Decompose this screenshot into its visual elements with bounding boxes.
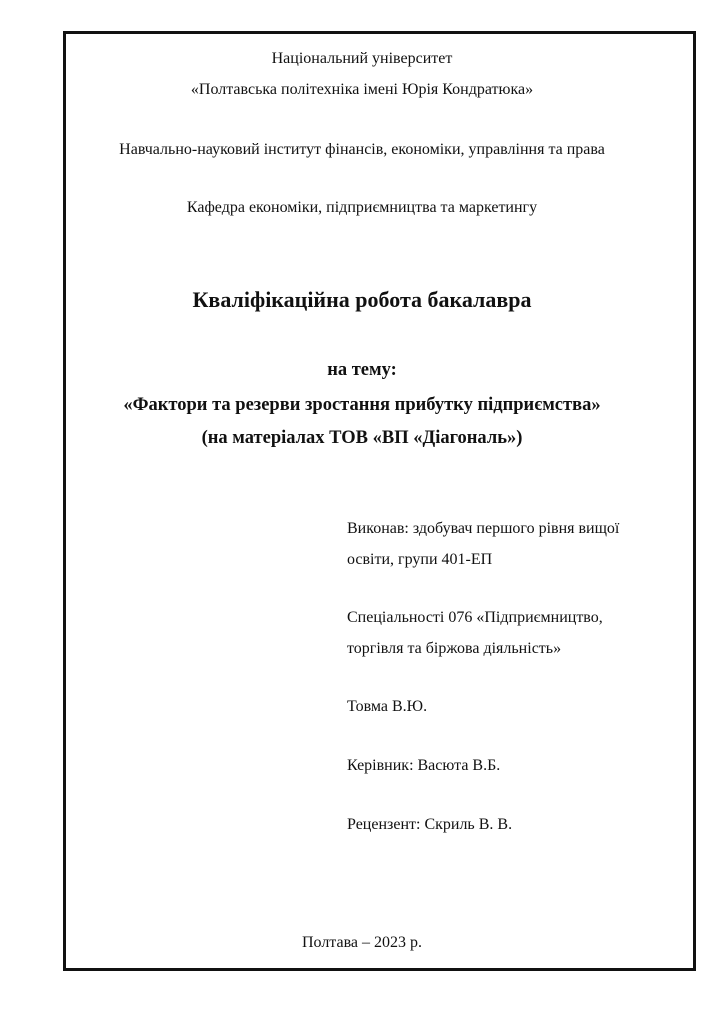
performer-line-2: освіти, групи 401-ЕП	[347, 551, 493, 568]
performer-line-1: Виконав: здобувач першого рівня вищої	[347, 520, 620, 537]
author-name: Товма В.Ю.	[347, 698, 428, 715]
supervisor: Керівник: Васюта В.Б.	[347, 757, 501, 774]
reviewer: Рецензент: Скриль В. В.	[347, 816, 513, 833]
city-year: Полтава – 2023 р.	[301, 934, 423, 951]
specialty-line-1: Спеціальності 076 «Підприємництво,	[347, 609, 603, 626]
topic-title: «Фактори та резерви зростання прибутку підприємства»	[123, 395, 601, 415]
university-name: Національний університет	[271, 50, 453, 67]
university-full-name: «Полтавська політехніка імені Юрія Кондратюка»	[190, 81, 534, 98]
specialty-line-2: торгівля та біржова діяльність»	[347, 640, 562, 657]
topic-materials: (на матеріалах ТОВ «ВП «Діагональ»)	[201, 428, 523, 448]
document-title: Кваліфікаційна робота бакалавра	[192, 287, 532, 312]
institute-name: Навчально-науковий інститут фінансів, економіки, управління та права	[119, 141, 605, 158]
department-name: Кафедра економіки, підприємництва та маркетингу	[186, 199, 538, 216]
topic-label: на тему:	[327, 360, 397, 380]
